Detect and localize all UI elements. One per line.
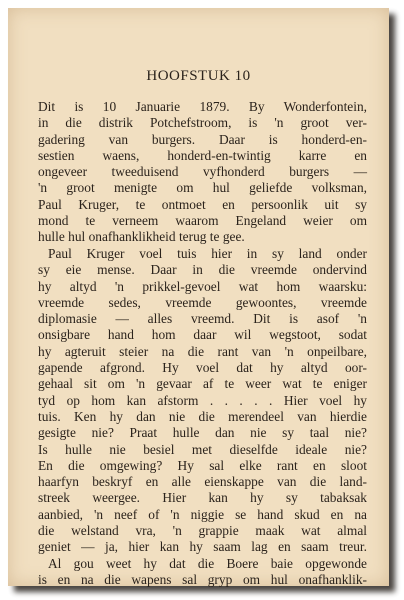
text-line: gehaal sit om 'n gevaar af te weer wat te eniger [38,376,367,392]
text-line: Paul Kruger voel tuis hier in sy land onder [48,246,367,261]
text-line: tuis. Ken hy dan nie die merendeel van hierdie [38,408,367,424]
paragraph-2 [38,246,367,556]
text-line: En die omgewing? Hy sal elke rant en sloot [38,457,367,473]
text-line: geniet — ja, hier kan hy saam lag en saam treur. [38,539,367,555]
text-line: mond te verneem waarom Engeland weier om [38,213,367,229]
text-line: tyd op hom kan afstorm . . . . . Hier voel hy [38,392,367,408]
text-line: sy eie mense. Daar in die vreemde ondervind [38,262,367,278]
text-line: in die distrik Potchefstroom, is 'n groot ver- [38,115,367,131]
text-line: Dit is 10 Januarie 1879. By Wonderfontein, [38,99,367,114]
chapter-heading: HOOFSTUK 10 [146,68,251,84]
text-line: gadering van burgers. Daar is honderd-en- [38,131,367,147]
text-line: onsigbare hand hom daar wil wegstoot, sodat [38,327,367,343]
text-line: hy agteruit steier na die rant van 'n onpeilbare, [38,343,367,359]
paragraph-3 [38,556,367,589]
text-line: hulle hul onafhanklikheid terug te gee. [38,229,245,245]
text-line: Is hulle nie besiel met dieselfde ideale nie? [38,441,367,457]
text-line: diplomasie — alles vreemd. Dit is asof 'n [38,311,367,327]
text-line: Paul Kruger, te ontmoet en persoonlik uit sy [38,196,367,212]
text-line: vreemde sedes, vreemde gewoontes, vreemde [38,294,367,310]
paragraph-1 [38,99,367,246]
text-line: haarfyn beskryf en alle eienskappe van die land- [38,474,367,490]
text-line: gesigte nie? Praat hulle dan nie sy taal nie? [38,425,367,441]
text-line: streek weergee. Hier kan hy sy tabaksak [38,490,367,506]
text-line: gapende afgrond. Hy voel dat hy altyd oor- [38,360,367,376]
text-line: aanbied, 'n neef of 'n niggie se hand skud en na [38,506,367,522]
text-line: ongeveer tweeduisend vyfhonderd burgers — [38,164,367,180]
text-line: hy altyd 'n prikkel-gevoel wat hom waarsku: [38,278,367,294]
text-line: sestien waens, honderd-en-twintig karre en [38,147,367,163]
text-line: 'n groot menigte om hul geliefde volksman, [38,180,367,196]
text-line: die welstand vra, 'n grappie maak wat almal [38,523,367,539]
book-page [8,8,389,586]
text-line: Al gou weet hy dat die Boere baie opgewonde [48,556,367,571]
text-line: is en na die wapens sal gryp om hul onafhanklik- [38,572,367,588]
